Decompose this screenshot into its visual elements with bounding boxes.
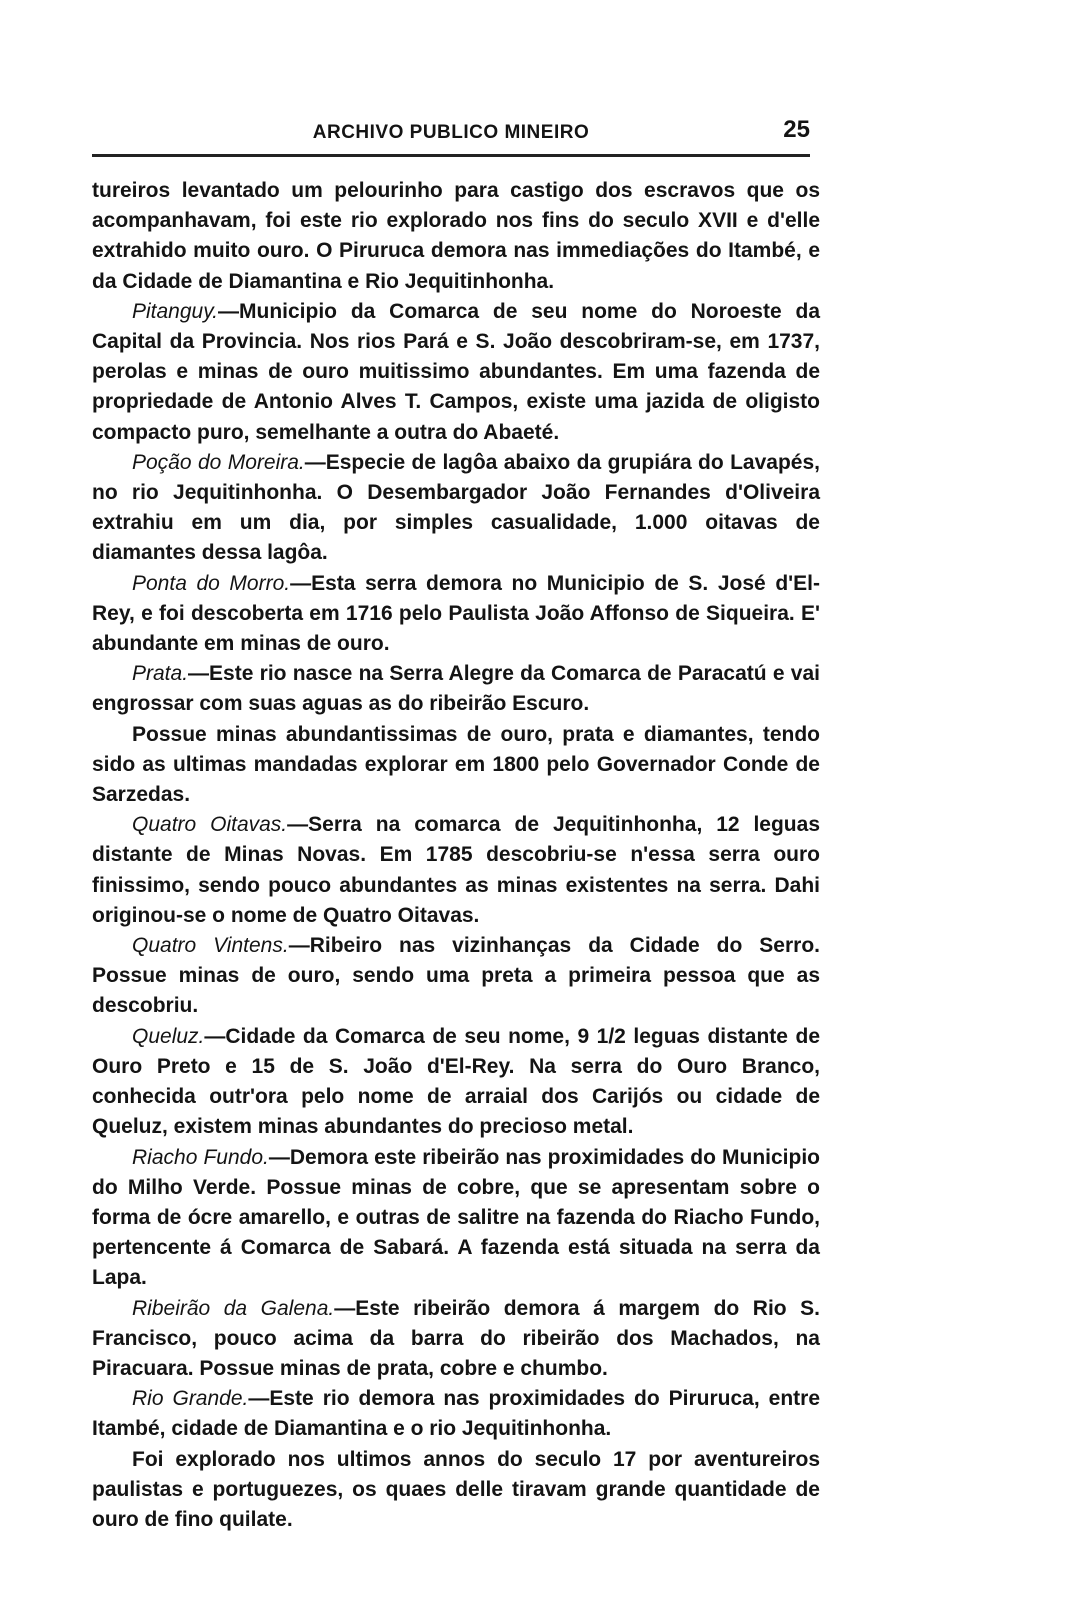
paragraph: [92, 931, 820, 1022]
paragraph: [92, 297, 820, 448]
em-dash: —: [304, 450, 326, 474]
em-dash: —: [290, 571, 312, 595]
body-text: [92, 176, 820, 1535]
entry-heading: Riacho Fundo.: [132, 1145, 269, 1169]
entry-text: Ribeiro nas vizinhanças da Cidade do Serro. Possue minas de ouro, sendo uma preta a primeira pessoa que as descobriu.: [92, 934, 820, 1018]
paragraph: [92, 569, 820, 660]
em-dash: —: [268, 1145, 290, 1169]
entry-text: Este ribeirão demora á margem do Rio S. Francisco, pouco acima da barra do ribeirão dos Machados, na Piracuara. Possue minas de prata, cobre e chumbo.: [92, 1296, 820, 1380]
paragraph: [92, 1022, 820, 1143]
entry-heading: Rio Grande.: [132, 1387, 249, 1411]
entry-text: Serra na comarca de Jequitinhonha, 12 leguas distante de Minas Novas. Em 1785 descobriu-se n'essa serra ouro finissimo, sendo pouco abundantes as minas existentes na serra. Dahi originou-se o nome de Quatro Oitavas.: [92, 813, 820, 927]
page-header: [92, 116, 810, 150]
entry-text: Especie de lagôa abaixo da grupiára do Lavapés, no rio Jequitinhonha. O Desembargador João Fernandes d'Oliveira extrahiu em um dia, por simples casualidade, 1.000 oitavas de diamantes dessa lagôa.: [92, 450, 820, 565]
paragraph: [92, 810, 820, 931]
paragraph: [92, 176, 820, 297]
entry-text: Cidade da Comarca de seu nome, 9 1/2 leguas distante de Ouro Preto e 15 de S. João d'El-Rey. Na serra do Ouro Branco, conhecida outr'ora pelo nome de arraial dos Carijós ou cidade de Queluz, existem minas abundantes do precioso metal.: [92, 1024, 820, 1139]
paragraph: [92, 1143, 820, 1294]
entry-text: Possue minas abundantissimas de ouro, prata e diamantes, tendo sido as ultimas mandadas explorar em 1800 pelo Governador Conde de Sarzedas.: [92, 722, 820, 807]
em-dash: —: [287, 813, 309, 837]
entry-text: Demora este ribeirão nas proximidades do Municipio do Milho Verde. Possue minas de cobre, que se apresentam sobre o forma de ócre amarello, e outras de salitre na fazenda do Riacho Fundo, pertencente á Comarca de Sabará. A fazenda está situada na serra da Lapa.: [92, 1145, 820, 1290]
paragraph: [92, 1294, 820, 1385]
entry-text: Municipio da Comarca de seu nome do Noroeste da Capital da Provincia. Nos rios Pará e S. João descobriram-se, em 1737, perolas e minas de ouro muitissimo abundantes. Em uma fazenda de propriedade de Antonio Alves T. Campos, existe uma jazida de oligisto compacto puro, semelhante a outra do Abaeté.: [92, 299, 820, 444]
em-dash: —: [248, 1387, 270, 1411]
entry-heading: Queluz.: [132, 1024, 205, 1048]
entry-heading: Poção do Moreira.: [132, 450, 305, 474]
entry-text: Esta serra demora no Municipio de S. José d'El-Rey, e foi descoberta em 1716 pelo Paulista João Affonso de Siqueira. E' abundante em minas de ouro.: [92, 571, 820, 656]
entry-text: Este rio nasce na Serra Alegre da Comarca de Paracatú e vai engrossar com suas aguas as do ribeirão Escuro.: [92, 662, 820, 716]
em-dash: —: [188, 662, 210, 686]
paragraph: [92, 1445, 820, 1536]
entry-text: Este rio demora nas proximidades do Piruruca, entre Itambé, cidade de Diamantina e o rio Jequitinhonha.: [92, 1387, 820, 1441]
em-dash: —: [334, 1296, 356, 1320]
paragraph: [92, 1384, 820, 1444]
paragraph: [92, 659, 820, 719]
entry-heading: Quatro Vintens.: [132, 934, 289, 958]
page-number: 25: [783, 116, 810, 143]
entry-heading: Pitanguy.: [132, 299, 218, 323]
entry-heading: Prata.: [132, 662, 189, 686]
entry-text: tureiros levantado um pelourinho para castigo dos escravos que os acompanhavam, foi este rio explorado nos fins do seculo XVII e d'elle extrahido muito ouro. O Piruruca demora nas immediações do Itambé, e da Cidade de Diamantina e Rio Jequitinhonha.: [92, 179, 820, 293]
paragraph: [92, 448, 820, 569]
em-dash: —: [204, 1024, 226, 1048]
entry-heading: Ribeirão da Galena.: [132, 1296, 335, 1320]
running-title: ARCHIVO PUBLICO MINEIRO: [312, 122, 590, 143]
entry-heading: Ponta do Morro.: [132, 571, 291, 595]
em-dash: —: [218, 299, 239, 323]
em-dash: —: [288, 934, 310, 958]
entry-heading: Quatro Oitavas.: [132, 813, 288, 837]
entry-text: Foi explorado nos ultimos annos do seculo 17 por aventureiros paulistas e portuguezes, os quaes delle tiravam grande quantidade de ouro de fino quilate.: [92, 1447, 820, 1531]
header-rule: [92, 154, 810, 157]
paragraph: [92, 720, 820, 811]
